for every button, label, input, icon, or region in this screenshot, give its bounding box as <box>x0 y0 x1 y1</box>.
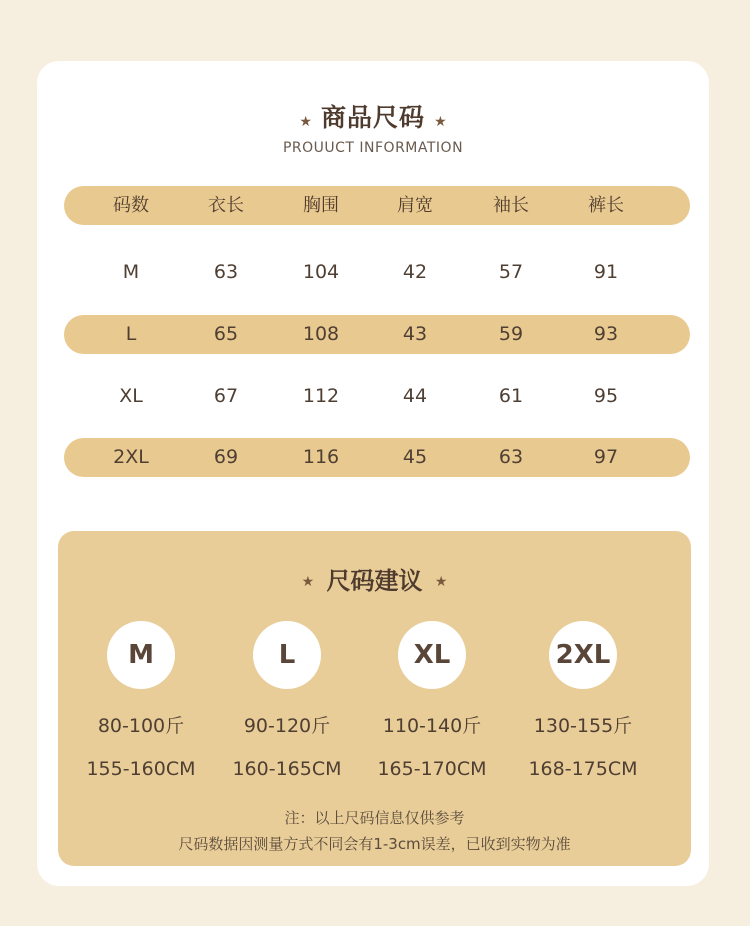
star-icon: ★ <box>434 574 448 590</box>
size-circle: XL <box>398 621 466 689</box>
size-circle: M <box>107 621 175 689</box>
table-cell: 108 <box>302 323 340 345</box>
page-title-line <box>37 98 709 134</box>
table-cell: 59 <box>498 323 524 345</box>
star-icon: ★ <box>301 574 315 590</box>
table-cell: 95 <box>593 385 619 407</box>
table-cell: 65 <box>213 323 239 345</box>
column-header: 胸围 <box>303 195 339 216</box>
table-cell: 93 <box>593 323 619 345</box>
weight-range: 80-100斤 <box>97 715 185 737</box>
table-cell: 63 <box>498 446 524 468</box>
height-range: 168-175CM <box>528 758 638 780</box>
table-cell: 2XL <box>113 446 149 468</box>
table-cell: 116 <box>302 446 340 468</box>
advice-item-m <box>61 621 221 780</box>
table-cell: L <box>125 323 137 345</box>
table-row <box>64 377 690 416</box>
column-header: 衣长 <box>208 195 244 216</box>
note-line-1: 注：以上尺码信息仅供参考 <box>284 809 465 827</box>
table-cell: XL <box>119 385 143 407</box>
table-row <box>64 315 690 354</box>
advice-title <box>58 561 691 596</box>
table-cell: 69 <box>213 446 239 468</box>
table-cell: 67 <box>213 385 239 407</box>
column-header: 袖长 <box>493 195 529 216</box>
table-cell: 63 <box>213 261 239 283</box>
page-subtitle: PROUUCT INFORMATION <box>282 140 464 156</box>
size-circle: L <box>253 621 321 689</box>
star-icon: ★ <box>434 113 447 130</box>
table-cell: 45 <box>402 446 428 468</box>
table-cell: 104 <box>302 261 340 283</box>
table-cell: 43 <box>402 323 428 345</box>
page-title: 商品尺码 <box>320 103 425 132</box>
height-range: 155-160CM <box>86 758 196 780</box>
size-advice-panel <box>58 531 691 866</box>
height-range: 160-165CM <box>232 758 342 780</box>
table-cell: 61 <box>498 385 524 407</box>
table-cell: 42 <box>402 261 428 283</box>
size-circle: 2XL <box>549 621 617 689</box>
advice-item-l <box>207 621 367 780</box>
table-cell: 44 <box>402 385 428 407</box>
note-line-2: 尺码数据因测量方式不同会有1-3cm误差，已收到实物为准 <box>178 835 571 853</box>
column-header: 肩宽 <box>397 195 433 216</box>
header <box>37 98 709 156</box>
table-cell: 112 <box>302 385 340 407</box>
table-row <box>64 253 690 292</box>
table-cell: 57 <box>498 261 524 283</box>
table-row <box>64 438 690 477</box>
table-cell: 97 <box>593 446 619 468</box>
size-card <box>37 61 709 886</box>
weight-range: 130-155斤 <box>533 715 633 737</box>
advice-item-2xl <box>503 621 663 780</box>
column-header: 码数 <box>113 195 149 216</box>
height-range: 165-170CM <box>377 758 487 780</box>
table-cell: M <box>122 261 140 283</box>
weight-range: 90-120斤 <box>243 715 331 737</box>
star-icon: ★ <box>299 113 312 130</box>
table-cell: 91 <box>593 261 619 283</box>
advice-title-text: 尺码建议 <box>326 567 423 595</box>
weight-range: 110-140斤 <box>382 715 482 737</box>
column-header: 裤长 <box>588 195 624 216</box>
advice-item-xl <box>352 621 512 780</box>
table-header-row <box>64 186 690 225</box>
